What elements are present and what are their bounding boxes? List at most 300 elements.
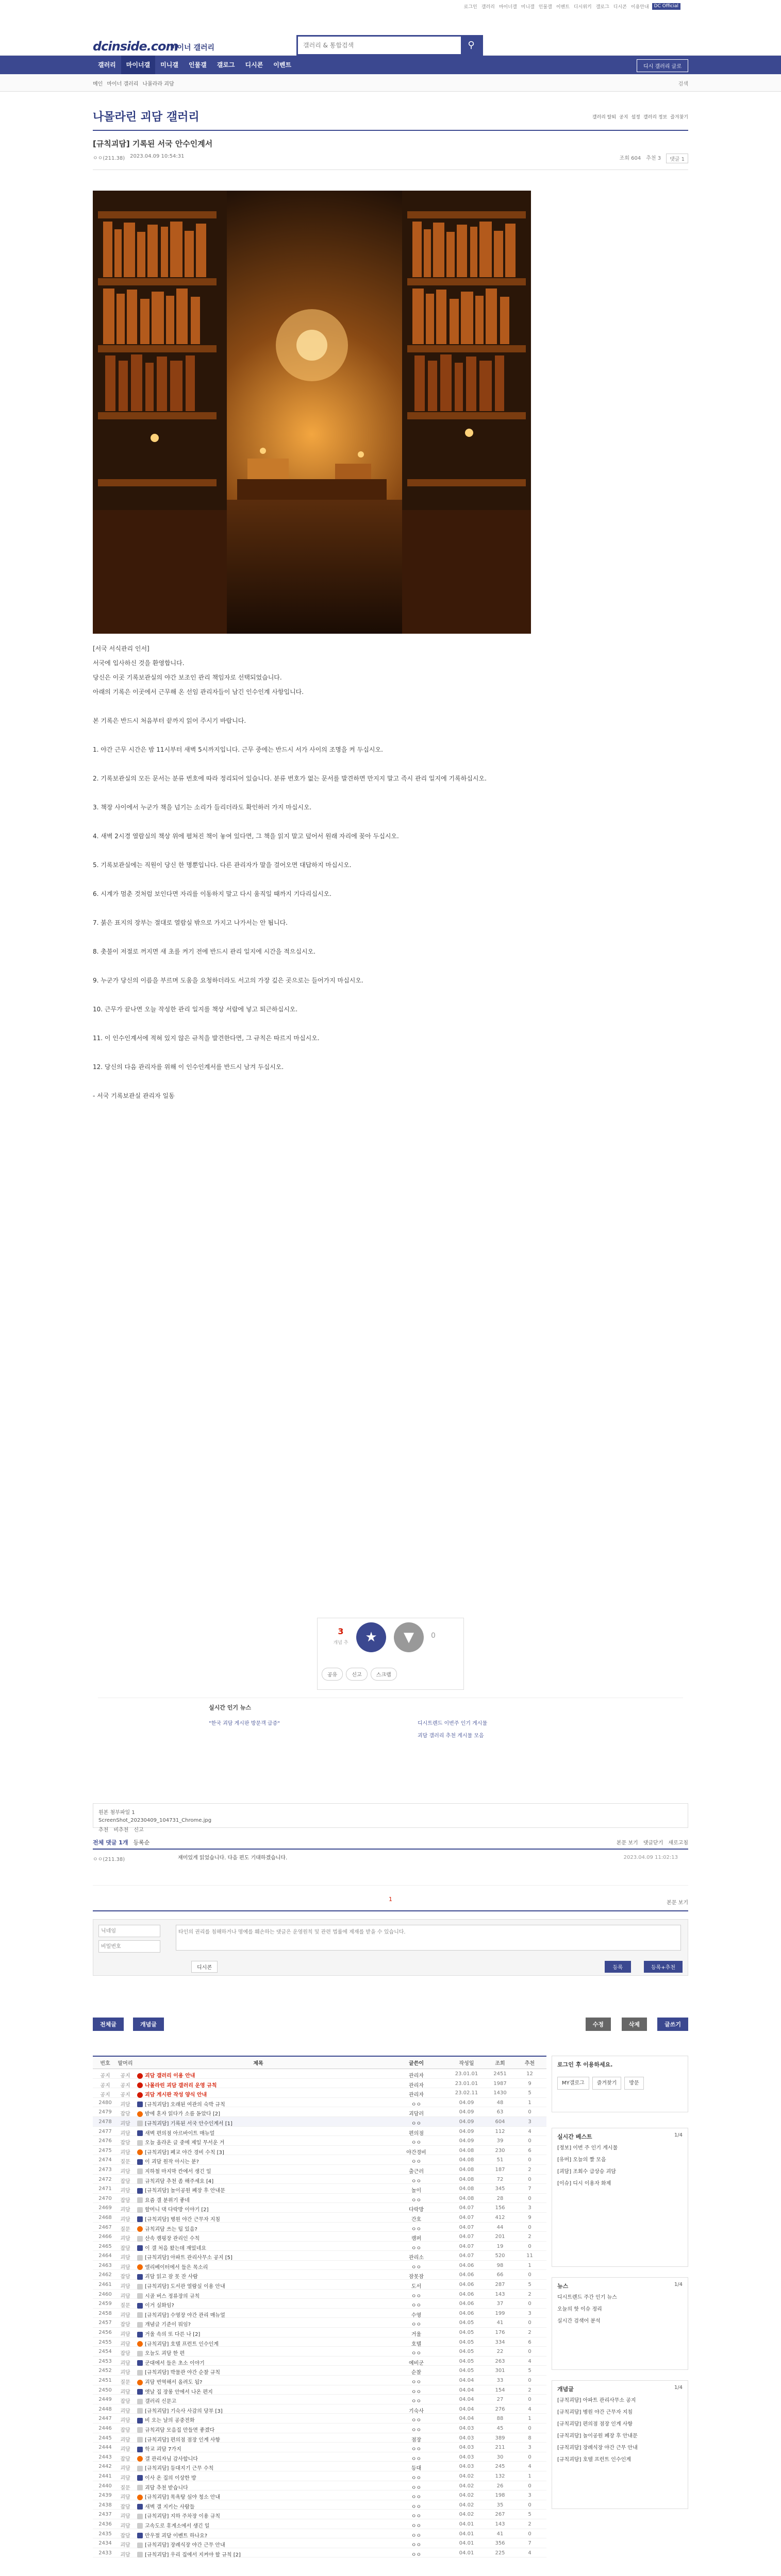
row-title[interactable]: 산속 캠핑장 관리인 수칙 <box>145 2236 200 2242</box>
table-row[interactable] <box>93 2462 546 2471</box>
row-title[interactable]: [규칙괴담] 병원 야간 근무자 지침 <box>145 2216 221 2223</box>
row-title-cell[interactable] <box>137 2416 379 2424</box>
table-row[interactable] <box>93 2232 546 2242</box>
row-title[interactable]: 규칙괴담 모음집 만들면 좋겠다 <box>145 2427 215 2433</box>
row-title[interactable]: 고속도로 휴게소에서 생긴 일 <box>145 2523 210 2529</box>
row-title-cell[interactable] <box>137 2205 379 2213</box>
gallery-tool[interactable]: 설정 <box>631 115 640 120</box>
row-date: 04.07 <box>459 2253 474 2259</box>
table-row[interactable] <box>93 2270 546 2280</box>
row-title-cell[interactable] <box>137 2301 379 2309</box>
side-list-item[interactable]: 실시간 검색어 분석 <box>557 2318 601 2324</box>
row-title-cell[interactable] <box>137 2435 379 2443</box>
table-row[interactable] <box>93 2127 546 2137</box>
row-title-cell[interactable] <box>137 2292 379 2299</box>
comment-pager-tools[interactable]: 본문 보기 <box>667 1900 688 1906</box>
table-row[interactable] <box>93 2069 546 2079</box>
row-title-cell[interactable] <box>137 2550 379 2558</box>
row-writer[interactable]: ㅇㅇ <box>411 2159 422 2165</box>
row-writer[interactable]: ㅇㅇ <box>411 2543 422 2549</box>
scrap-button[interactable]: 스크랩 <box>371 1668 397 1681</box>
edit-button[interactable]: 수정 <box>586 2018 611 2031</box>
row-title[interactable]: 거울 속의 또 다른 나 [2] <box>145 2332 201 2338</box>
row-title[interactable]: 괴담 읽고 잠 못 잔 사람 <box>145 2274 198 2280</box>
col-date: 작성일 <box>459 2061 474 2066</box>
row-title-cell[interactable] <box>137 2138 379 2146</box>
row-title-cell[interactable] <box>137 2196 379 2204</box>
site-logo-sub[interactable]: 마이너 갤러리 <box>170 44 215 52</box>
row-writer[interactable]: ㅇㅇ <box>411 2456 422 2462</box>
table-row[interactable] <box>93 2433 546 2443</box>
top-link[interactable]: 마이너갤 <box>498 5 517 10</box>
table-row[interactable] <box>93 2414 546 2424</box>
table-row[interactable] <box>93 2404 546 2414</box>
tab-visited[interactable]: 방문 <box>624 2077 643 2090</box>
top-link[interactable]: 디시콘 <box>613 5 627 10</box>
row-title-cell[interactable] <box>137 2464 379 2471</box>
row-writer[interactable]: ㅇㅇ <box>411 2380 422 2385</box>
row-title[interactable]: 할머니 댁 다락방 이야기 [2] <box>145 2207 209 2213</box>
row-title[interactable]: [규칙괴담] 기숙사 사감의 당부 [3] <box>145 2408 223 2414</box>
row-title[interactable]: 규칙괴담 추천 좀 해주세요 [4] <box>145 2178 214 2184</box>
delete-button[interactable]: 삭제 <box>622 2018 647 2031</box>
row-title[interactable]: [규칙괴담] 기록된 서국 안수인계서 [1] <box>145 2121 232 2127</box>
row-title-cell[interactable] <box>137 2512 379 2519</box>
table-row[interactable] <box>93 2194 546 2204</box>
write-button[interactable]: 글쓰기 <box>657 2018 688 2031</box>
breadcrumb-item[interactable]: 마이너 갤러리 <box>107 81 139 87</box>
row-title-cell[interactable] <box>137 2272 379 2280</box>
gnb-item[interactable]: 인물갤 <box>188 61 207 69</box>
row-writer[interactable]: 순찰 <box>411 2370 422 2376</box>
table-row[interactable] <box>93 2213 546 2223</box>
row-title[interactable]: [규칙괴담] 박물관 야간 순찰 규칙 <box>145 2370 221 2376</box>
row-writer[interactable]: 수영 <box>411 2312 422 2318</box>
table-row[interactable] <box>93 2184 546 2194</box>
row-title-cell[interactable] <box>137 2253 379 2261</box>
post-author[interactable]: ㅇㅇ(211.38) <box>93 156 125 161</box>
gallery-title[interactable]: 나몰라린 괴담 갤러리 <box>93 111 200 124</box>
row-head: 공지 <box>120 2073 130 2079</box>
row-date: 04.06 <box>459 2291 474 2297</box>
table-row[interactable] <box>93 2203 546 2213</box>
table-row[interactable] <box>93 2088 546 2098</box>
row-title-cell[interactable] <box>137 2521 379 2529</box>
row-writer[interactable]: ㅇㅇ <box>411 2475 422 2481</box>
row-writer[interactable]: ㅇㅇ <box>411 2552 422 2558</box>
table-row[interactable] <box>93 2299 546 2309</box>
row-writer[interactable]: ㅇㅇ <box>411 2121 422 2127</box>
row-title-cell[interactable] <box>137 2081 379 2089</box>
row-writer[interactable]: ㅇㅇ <box>411 2226 422 2232</box>
row-title-cell[interactable] <box>137 2109 379 2117</box>
row-title-cell[interactable] <box>137 2186 379 2194</box>
site-logo[interactable]: dcinside.com <box>93 39 178 54</box>
side-list-item[interactable]: [규칙괴담] 장례식장 야간 근무 안내 <box>557 2445 638 2451</box>
row-title-cell[interactable] <box>137 2493 379 2500</box>
row-writer[interactable]: ㅇㅇ <box>411 2418 422 2424</box>
row-title[interactable]: 규칙괴담 쓰는 팁 있음? <box>145 2226 197 2232</box>
table-row[interactable] <box>93 2519 546 2529</box>
row-title-cell[interactable] <box>137 2540 379 2548</box>
table-row[interactable] <box>93 2165 546 2175</box>
row-writer[interactable]: ㅇㅇ <box>411 2399 422 2405</box>
row-writer[interactable]: ㅇㅇ <box>411 2293 422 2299</box>
row-title-cell[interactable] <box>137 2502 379 2510</box>
table-row[interactable] <box>93 2079 546 2089</box>
row-writer[interactable]: 점장 <box>411 2437 422 2443</box>
gallery-tool[interactable]: 즐겨찾기 <box>670 115 688 120</box>
row-writer[interactable]: 편의점 <box>409 2130 424 2137</box>
row-title-cell[interactable] <box>137 2359 379 2366</box>
row-title[interactable]: 괴담 갤러리 이용 안내 <box>145 2073 195 2079</box>
row-title-cell[interactable] <box>137 2263 379 2270</box>
row-title-cell[interactable] <box>137 2483 379 2491</box>
post-image-library[interactable] <box>93 191 531 634</box>
tab-favorites[interactable]: 즐겨찾기 <box>592 2077 622 2090</box>
top-link[interactable]: 이용안내 <box>630 5 649 10</box>
side-list-item[interactable]: [괴담] 조회수 급상승 괴담 <box>557 2169 616 2175</box>
row-writer[interactable]: ㅇㅇ <box>411 2533 422 2539</box>
comment-sort[interactable]: 등록순 <box>133 1839 150 1846</box>
table-row[interactable] <box>93 2146 546 2156</box>
concept-box-pager[interactable]: 1/4 <box>674 2385 683 2391</box>
row-writer[interactable]: 관리자 <box>409 2092 424 2098</box>
news-item[interactable]: "한국 괴담 게시판 방문객 급증" <box>209 1721 280 1726</box>
row-title[interactable]: [규칙괴담] 지하 주차장 이용 규칙 <box>145 2514 221 2520</box>
news-box-pager[interactable]: 1/4 <box>674 2282 683 2287</box>
comment-tool[interactable]: 본문 보기 <box>616 1840 638 1846</box>
row-recs: 0 <box>528 2531 531 2537</box>
comment-submit-button[interactable]: 등록 <box>605 1961 631 1973</box>
row-title[interactable]: 오늘 올라온 글 중에 제일 무서운 거 <box>145 2140 225 2146</box>
row-number: 2468 <box>98 2214 112 2221</box>
row-title[interactable]: [규칙괴담] 도서관 열람실 이용 안내 <box>145 2284 225 2290</box>
row-title-cell[interactable] <box>137 2119 379 2127</box>
row-writer[interactable]: 괴담러 <box>409 2111 424 2117</box>
table-row[interactable] <box>93 2280 546 2290</box>
row-title[interactable]: 괴담 번역해서 올려도 됨? <box>145 2380 203 2385</box>
table-row[interactable] <box>93 2471 546 2481</box>
table-row[interactable] <box>93 2548 546 2558</box>
row-writer[interactable]: 거울 <box>411 2332 422 2338</box>
row-title[interactable]: [규칙괴담] 목욕탕 심야 청소 안내 <box>145 2495 221 2501</box>
password-field[interactable] <box>98 1940 160 1953</box>
row-title[interactable]: 나몰라린 괴담 갤러리 운영 규칙 <box>145 2082 217 2089</box>
row-title[interactable]: 이사 온 집의 이상한 방 <box>145 2475 196 2481</box>
row-title-cell[interactable] <box>137 2387 379 2395</box>
row-title[interactable]: [규칙괴담] 우리 집에서 지켜야 할 규칙 [2] <box>145 2552 241 2558</box>
table-row[interactable] <box>93 2424 546 2433</box>
side-list-item[interactable]: 오늘의 핫 이슈 정리 <box>557 2307 602 2312</box>
row-title[interactable]: 엘리베이터에서 들은 목소리 <box>145 2264 208 2270</box>
row-writer[interactable]: 야간경비 <box>406 2149 426 2156</box>
row-title[interactable]: 갤 관리자님 감사합니다 <box>145 2456 198 2462</box>
table-row[interactable] <box>93 2261 546 2270</box>
top-link[interactable]: 미니갤 <box>521 5 535 10</box>
row-writer[interactable]: 호텔 <box>411 2341 422 2347</box>
tab-gallog[interactable]: MY갤로그 <box>557 2077 589 2090</box>
row-writer[interactable]: 예비군 <box>409 2360 424 2366</box>
row-title[interactable]: 새벽 편의점 아르바이트 매뉴얼 <box>145 2130 215 2137</box>
row-writer[interactable]: ㅇㅇ <box>411 2427 422 2433</box>
row-title-cell[interactable] <box>137 2234 379 2242</box>
gnb-item[interactable]: 마이너갤 <box>121 56 155 74</box>
row-writer[interactable]: 기숙사 <box>409 2408 424 2414</box>
post-type-icon <box>137 2207 143 2213</box>
row-writer[interactable]: 관리소 <box>409 2255 424 2261</box>
all-posts-button[interactable]: 전체글 <box>93 2018 124 2031</box>
row-title[interactable]: 이거 실화임? <box>145 2303 174 2309</box>
row-title[interactable]: [규칙괴담] 오래된 여관의 숙박 규칙 <box>145 2102 225 2108</box>
table-row[interactable] <box>93 2395 546 2404</box>
table-row[interactable] <box>93 2318 546 2328</box>
gallery-tool[interactable]: 공지 <box>619 115 628 120</box>
top-link[interactable]: 갤러리 <box>481 5 495 10</box>
thumbs-up-icon[interactable]: ★ <box>356 1622 386 1652</box>
side-list-item[interactable]: [규칙괴담] 호텔 프런트 인수인계 <box>557 2457 631 2463</box>
row-writer[interactable]: ㅇㅇ <box>411 2504 422 2510</box>
row-writer[interactable]: 관리자 <box>409 2082 424 2089</box>
table-row[interactable] <box>93 2538 546 2548</box>
nickname-field[interactable] <box>98 1925 160 1937</box>
row-title[interactable]: 비 오는 날의 공중전화 <box>145 2418 195 2424</box>
row-title[interactable]: 괴담 추천 받습니다 <box>145 2485 188 2491</box>
gallery-tool[interactable]: 갤러리 정보 <box>643 115 668 120</box>
side-list-item[interactable]: [이슈] 디시 이용자 화제 <box>557 2181 611 2187</box>
row-views: 22 <box>496 2349 504 2355</box>
row-writer[interactable]: 관리자 <box>409 2073 424 2079</box>
row-title-cell[interactable] <box>137 2215 379 2223</box>
comment-tool[interactable]: 댓글닫기 <box>643 1840 663 1846</box>
row-title[interactable]: 이 갤 처음 왔는데 재밌네요 <box>145 2245 206 2251</box>
share-button[interactable]: 공유 <box>322 1668 343 1681</box>
row-writer[interactable]: 출근러 <box>409 2168 424 2175</box>
row-writer[interactable]: ㅇㅇ <box>411 2245 422 2251</box>
table-row[interactable] <box>93 2500 546 2510</box>
row-title-cell[interactable] <box>137 2167 379 2175</box>
row-writer[interactable]: ㅇㅇ <box>411 2389 422 2395</box>
breadcrumb-search[interactable]: 검색 <box>678 81 688 87</box>
row-writer[interactable]: ㅇㅇ <box>411 2523 422 2529</box>
row-title[interactable]: 개념글 기준이 뭐임? <box>145 2322 191 2328</box>
row-title-cell[interactable] <box>137 2349 379 2357</box>
row-title[interactable]: [규칙괴담] 수영장 야간 관리 매뉴얼 <box>145 2312 225 2318</box>
row-writer[interactable]: ㅇㅇ <box>411 2197 422 2204</box>
comment-tool[interactable]: 새로고침 <box>668 1840 688 1846</box>
table-row[interactable] <box>93 2223 546 2232</box>
row-title[interactable]: [규칙괴담] 폐교 야간 경비 수칙 [3] <box>145 2149 224 2156</box>
row-title-cell[interactable] <box>137 2378 379 2385</box>
post-paragraph: [서국 서식관리 인서] <box>93 645 149 652</box>
row-title[interactable]: [규칙괴담] 놀이공원 폐장 후 안내문 <box>145 2188 225 2194</box>
row-title-cell[interactable] <box>137 2445 379 2452</box>
row-title-cell[interactable] <box>137 2397 379 2404</box>
table-row[interactable] <box>93 2347 546 2357</box>
side-list-item[interactable]: [규칙괴담] 병원 야간 근무자 지침 <box>557 2410 633 2415</box>
side-list-item[interactable]: [규칙괴담] 편의점 점장 인계 사항 <box>557 2421 633 2427</box>
breadcrumb-item[interactable]: 메인 <box>93 81 103 87</box>
row-title[interactable]: 갤러리 신문고 <box>145 2399 177 2405</box>
row-title-cell[interactable] <box>137 2426 379 2433</box>
row-writer[interactable]: ㅇㅇ <box>411 2178 422 2184</box>
row-title-cell[interactable] <box>137 2340 379 2347</box>
row-writer[interactable]: 다락방 <box>409 2207 424 2213</box>
side-list-item[interactable]: [유머] 오늘의 짤 모음 <box>557 2157 606 2163</box>
row-title[interactable]: 군대에서 들은 초소 이야기 <box>145 2360 205 2366</box>
comment-author[interactable]: ㅇㅇ(211.38) <box>93 1857 125 1862</box>
row-title-cell[interactable] <box>137 2368 379 2376</box>
row-writer[interactable]: 캠퍼 <box>411 2236 422 2242</box>
row-title-cell[interactable] <box>137 2148 379 2156</box>
table-row[interactable] <box>93 2385 546 2395</box>
row-writer[interactable]: ㅇㅇ <box>411 2495 422 2501</box>
side-list-item[interactable]: [규칙괴담] 아파트 관리사무소 공지 <box>557 2398 636 2403</box>
row-title-cell[interactable] <box>137 2406 379 2414</box>
attach-file[interactable]: ScreenShot_20230409_104731_Chrome.jpg <box>98 1818 212 1823</box>
row-writer[interactable]: ㅇㅇ <box>411 2447 422 2453</box>
comment-submit-rec-button[interactable]: 등록+추천 <box>644 1961 683 1973</box>
row-title-cell[interactable] <box>137 2157 379 2165</box>
table-row[interactable] <box>93 2328 546 2337</box>
table-row[interactable] <box>93 2098 546 2108</box>
dccon-button[interactable]: 디시콘 <box>191 1961 218 1973</box>
top-link[interactable]: 이벤트 <box>556 5 570 10</box>
top-link[interactable]: 로그인 <box>463 5 477 10</box>
post-comments[interactable]: 댓글 1 <box>666 154 688 163</box>
row-title[interactable]: [규칙괴담] 편의점 점장 인계 사항 <box>145 2437 221 2443</box>
row-writer[interactable]: ㅇㅇ <box>411 2140 422 2146</box>
row-title-cell[interactable] <box>137 2100 379 2108</box>
table-row[interactable] <box>93 2376 546 2385</box>
live-best-pager[interactable]: 1/4 <box>674 2132 683 2138</box>
row-title[interactable]: 옛날 집 장롱 안에서 나온 편지 <box>145 2389 213 2395</box>
table-row[interactable] <box>93 2107 546 2117</box>
row-head: 잡담 <box>120 2399 130 2405</box>
row-writer[interactable]: 간호 <box>411 2216 422 2223</box>
row-writer[interactable]: ㅇㅇ <box>411 2102 422 2108</box>
row-writer[interactable]: ㅇㅇ <box>411 2485 422 2491</box>
table-row[interactable] <box>93 2529 546 2539</box>
table-row[interactable] <box>93 2337 546 2347</box>
table-row[interactable] <box>93 2490 546 2500</box>
row-writer[interactable]: 도서 <box>411 2284 422 2290</box>
row-title[interactable]: 새벽 갤 지키는 사람들 <box>145 2504 195 2510</box>
gnb-item[interactable]: 미니갤 <box>160 61 178 69</box>
table-row[interactable] <box>93 2117 546 2127</box>
gallery-tool[interactable]: 갤러리 탈퇴 <box>592 115 617 120</box>
row-title-cell[interactable] <box>137 2282 379 2290</box>
side-list-item[interactable]: 디시트렌드 주간 인기 뉴스 <box>557 2295 617 2300</box>
news-item[interactable]: 괴담 갤러리 추천 게시물 모음 <box>418 1733 484 1739</box>
post-list-header <box>93 2057 546 2069</box>
gnb-right-button[interactable]: 디시 갤러리 글로 <box>637 59 688 72</box>
gnb-item[interactable]: 디시콘 <box>245 61 263 69</box>
side-list-item[interactable]: [정보] 이번 주 인기 게시물 <box>557 2145 618 2151</box>
table-row[interactable] <box>93 2309 546 2318</box>
top-link[interactable]: 디시위키 <box>573 5 592 10</box>
table-row[interactable] <box>93 2136 546 2146</box>
table-row[interactable] <box>93 2443 546 2452</box>
row-writer[interactable]: 놀이 <box>411 2188 422 2194</box>
best-posts-button[interactable]: 개념글 <box>133 2018 164 2031</box>
row-title-cell[interactable] <box>137 2531 379 2539</box>
row-writer[interactable]: 등대 <box>411 2466 422 2472</box>
row-title-cell[interactable] <box>137 2330 379 2337</box>
row-title-cell[interactable] <box>137 2090 379 2098</box>
search-icon[interactable]: ⚲ <box>461 37 481 54</box>
row-title-cell[interactable] <box>137 2320 379 2328</box>
table-row[interactable] <box>93 2452 546 2462</box>
row-title-cell[interactable] <box>137 2454 379 2462</box>
thumbs-down-icon[interactable]: ▼ <box>394 1622 424 1652</box>
search-input[interactable] <box>298 37 453 54</box>
row-title-cell[interactable] <box>137 2311 379 2318</box>
gnb-item[interactable]: 갤로그 <box>217 61 235 69</box>
table-row[interactable] <box>93 2251 546 2261</box>
comment-page[interactable]: 1 <box>389 1896 392 1903</box>
table-row[interactable] <box>93 2290 546 2299</box>
gnb-item[interactable]: 갤러리 <box>98 61 116 69</box>
row-title-cell[interactable] <box>137 2473 379 2481</box>
row-title-cell[interactable] <box>137 2071 379 2079</box>
row-writer[interactable]: ㅇㅇ <box>411 2514 422 2520</box>
row-title[interactable]: [규칙괴담] 등대지기 근무 수칙 <box>145 2466 214 2472</box>
row-writer[interactable]: ㅇㅇ <box>411 2322 422 2328</box>
row-title[interactable]: 만우절 괴담 이벤트 하나요? <box>145 2533 208 2539</box>
news-item[interactable]: 디시트렌드 이번주 인기 게시물 <box>418 1721 488 1726</box>
row-title[interactable]: 시골 버스 정류장의 규칙 <box>145 2293 200 2299</box>
row-title[interactable]: 오늘도 괴담 한 편 <box>145 2351 185 2357</box>
table-row[interactable] <box>93 2357 546 2366</box>
top-link[interactable]: 갤로그 <box>595 5 609 10</box>
table-row[interactable] <box>93 2155 546 2165</box>
table-row[interactable] <box>93 2510 546 2519</box>
row-title[interactable]: 밤에 혼자 읽다가 소름 돋았다 [2] <box>145 2111 220 2117</box>
table-row[interactable] <box>93 2481 546 2491</box>
row-title[interactable]: [규칙괴담] 호텔 프런트 인수인계 <box>145 2341 219 2347</box>
row-title[interactable]: [규칙괴담] 장례식장 야간 근무 안내 <box>145 2543 225 2549</box>
attach-action[interactable]: 비추천 <box>113 1827 129 1833</box>
table-row[interactable] <box>93 2366 546 2376</box>
row-writer[interactable]: ㅇㅇ <box>411 2303 422 2309</box>
gnb-item[interactable]: 이벤트 <box>273 61 292 69</box>
breadcrumb-item[interactable]: 나몰라라 괴담 <box>142 81 174 87</box>
row-writer[interactable]: ㅇㅇ <box>411 2351 422 2357</box>
row-title[interactable]: 이 괴담 원작 아시는 분? <box>145 2159 199 2165</box>
row-writer[interactable]: 잠못잠 <box>409 2274 424 2280</box>
row-title-cell[interactable] <box>137 2244 379 2251</box>
row-title[interactable]: 지하철 마지막 칸에서 생긴 일 <box>145 2168 211 2175</box>
row-title[interactable]: [규칙괴담] 아파트 관리사무소 공지 [5] <box>145 2255 232 2261</box>
row-title-cell[interactable] <box>137 2177 379 2184</box>
row-title-cell[interactable] <box>137 2129 379 2137</box>
top-link[interactable]: 인물갤 <box>538 5 552 10</box>
row-title[interactable]: 요즘 갤 분위기 좋네 <box>145 2197 190 2204</box>
table-row[interactable] <box>93 2242 546 2251</box>
top-link[interactable]: DC Official <box>652 3 680 10</box>
attach-action[interactable]: 추천 <box>98 1827 109 1833</box>
table-row[interactable] <box>93 2175 546 2184</box>
comment-textarea[interactable] <box>176 1925 681 1951</box>
row-writer[interactable]: ㅇㅇ <box>411 2264 422 2270</box>
attach-action[interactable]: 신고 <box>134 1827 144 1833</box>
row-title-cell[interactable] <box>137 2225 379 2232</box>
row-title[interactable]: 괴담 게시판 작성 양식 안내 <box>145 2092 207 2098</box>
report-button[interactable]: 신고 <box>346 1668 367 1681</box>
side-list-item[interactable]: [규칙괴담] 놀이공원 폐장 후 안내문 <box>557 2433 638 2439</box>
row-title[interactable]: 학교 괴담 7가지 <box>145 2447 181 2453</box>
